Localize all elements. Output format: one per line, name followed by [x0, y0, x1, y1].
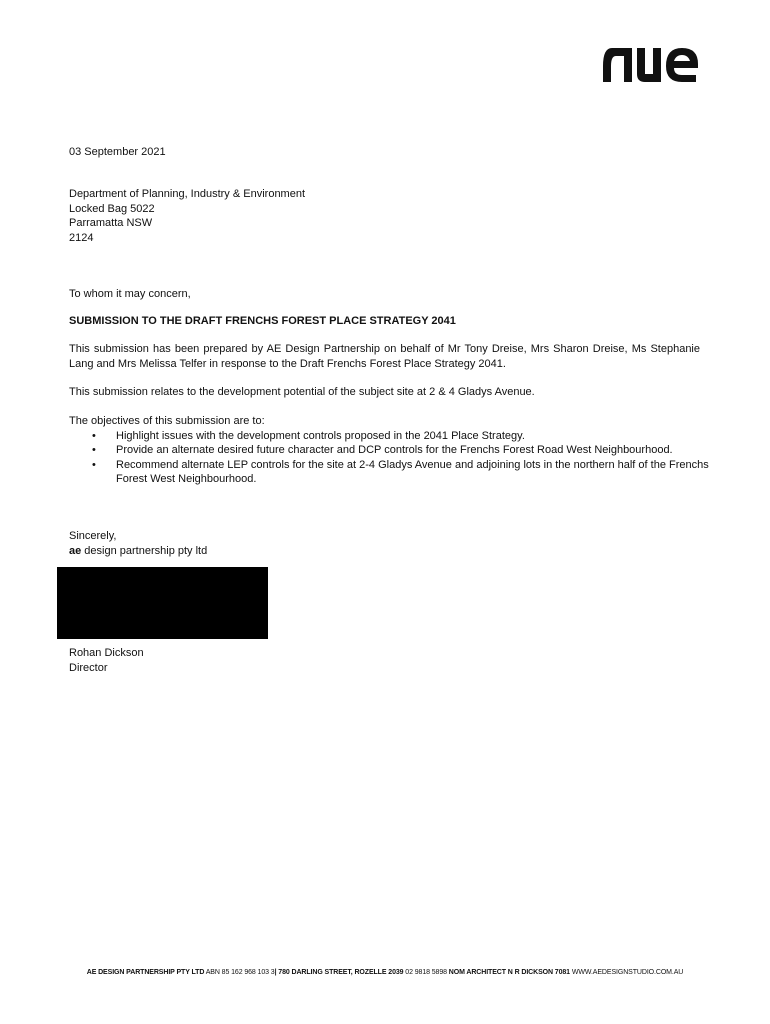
closing: Sincerely,: [69, 530, 117, 542]
redacted-signature: [57, 567, 268, 639]
list-item: • Recommend alternate LEP controls for the site at 2-4 Gladys Avenue and adjoining lots in the northern half of the Frenchs Forest West Neighbourhood.: [116, 458, 709, 487]
footer-company: AE DESIGN PARTNERSHIP PTY LTD: [86, 969, 205, 976]
signer: [69, 646, 144, 675]
signer-title: Director: [69, 661, 108, 674]
list-item: • Provide an alternate desired future character and DCP controls for the Frenchs Forest Road West Neighbourhood.: [116, 443, 709, 458]
company-name-rest: design partnership pty ltd: [81, 544, 208, 557]
footer-address: | 780 DARLING STREET, ROZELLE 2039: [274, 969, 404, 976]
body-paragraph: This submission has been prepared by AE Design Partnership on behalf of Mr Tony Dreise, Mrs Sharon Dreise, Ms Stephanie Lang and Mrs Melissa Telfer in response to the Draft Frenchs Forest Place Strategy 2041.: [69, 343, 700, 370]
footer-architect: NOM ARCHITECT N R DICKSON 7081: [448, 969, 570, 976]
footer-phone: 02 9818 5898: [403, 969, 449, 976]
list-item: • Highlight issues with the development controls proposed in the 2041 Place Strategy.: [116, 429, 709, 444]
footer-website: WWW.AEDESIGNSTUDIO.COM.AU: [569, 969, 684, 976]
objectives-section: [69, 414, 709, 487]
body-paragraph: This submission relates to the development potential of the subject site at 2 & 4 Gladys Avenue.: [69, 386, 535, 398]
recipient-line: 2124: [69, 231, 94, 244]
objectives-intro: The objectives of this submission are to:: [69, 415, 265, 427]
recipient-line: Locked Bag 5022: [69, 202, 155, 215]
recipient-line: Parramatta NSW: [69, 217, 153, 230]
page-footer: [0, 969, 770, 976]
letter-date: 03 September 2021: [69, 146, 166, 158]
recipient-address: [69, 187, 305, 245]
footer-abn: ABN 85 162 968 103 3: [204, 969, 275, 976]
salutation: To whom it may concern,: [69, 288, 191, 300]
letter-heading: SUBMISSION TO THE DRAFT FRENCHS FOREST PLACE STRATEGY 2041: [69, 315, 456, 327]
company-name: [69, 544, 207, 559]
company-name-bold: ae: [69, 544, 82, 557]
objectives-list: [69, 429, 709, 487]
signoff: [69, 529, 207, 558]
recipient-line: Department of Planning, Industry & Environment: [69, 188, 306, 200]
ae-logo-icon: [600, 44, 700, 84]
signer-name: Rohan Dickson: [69, 647, 144, 659]
